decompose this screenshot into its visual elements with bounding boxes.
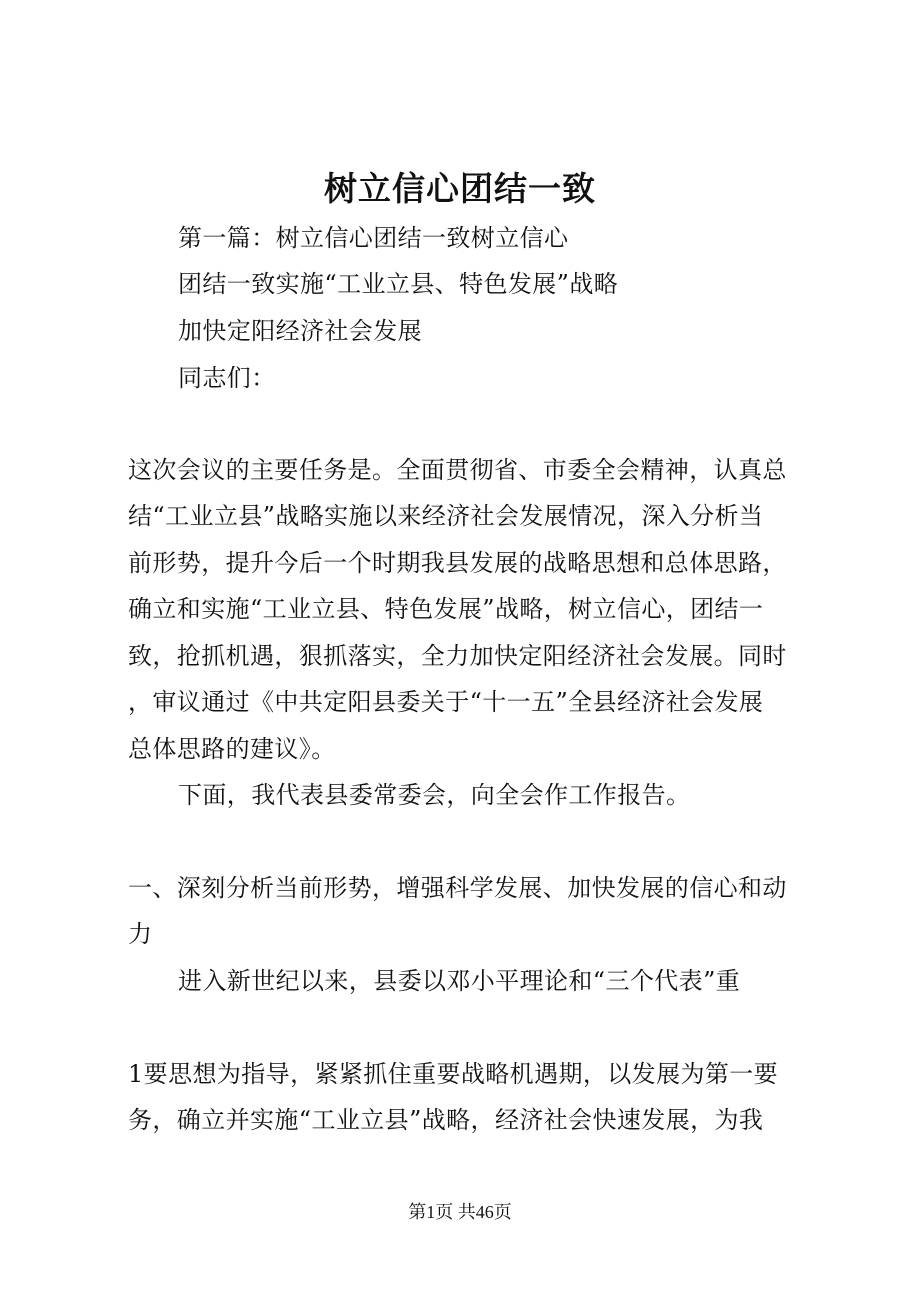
body-line: ，审议通过《中共定阳县委关于“十一五”全县经济社会发展 xyxy=(128,688,764,716)
heading-line-1: 第一篇：树立信心团结一致树立信心 xyxy=(178,224,569,252)
heading-line-3: 加快定阳经济社会发展 xyxy=(178,317,422,345)
body-line: 进入新世纪以来，县委以邓小平理论和“三个代表”重 xyxy=(178,967,741,995)
body-line: 致，抢抓机遇，狠抓落实，全力加快定阳经济社会发展。同时 xyxy=(128,642,787,670)
document-title: 树立信心团结一致 xyxy=(324,169,596,208)
body-line: 确立和实施“工业立县、特色发展”战略，树立信心，团结一 xyxy=(128,595,764,623)
body-line: 总体思路的建议》。 xyxy=(128,735,336,763)
salutation: 同志们： xyxy=(178,364,276,392)
section-heading: 一、深刻分析当前形势，增强科学发展、加快发展的信心和动 xyxy=(128,874,787,902)
body-line: 务，确立并实施“工业立县”战略，经济社会快速发展，为我 xyxy=(128,1106,764,1134)
page-footer: 第1页 共46页 xyxy=(408,1202,512,1222)
heading-line-2: 团结一致实施“工业立县、特色发展”战略 xyxy=(178,270,619,298)
section-heading-cont: 力 xyxy=(128,920,153,948)
body-line: 下面，我代表县委常委会，向全会作工作报告。 xyxy=(178,781,691,809)
body-line: 前形势，提升今后一个时期我县发展的战略思想和总体思路， xyxy=(128,549,787,577)
body-line: 1要思想为指导，紧紧抓住重要战略机遇期，以发展为第一要 xyxy=(128,1060,779,1088)
body-line: 这次会议的主要任务是。全面贯彻省、市委全会精神，认真总 xyxy=(128,456,787,484)
body-line: 结“工业立县”战略实施以来经济社会发展情况，深入分析当 xyxy=(128,502,764,530)
